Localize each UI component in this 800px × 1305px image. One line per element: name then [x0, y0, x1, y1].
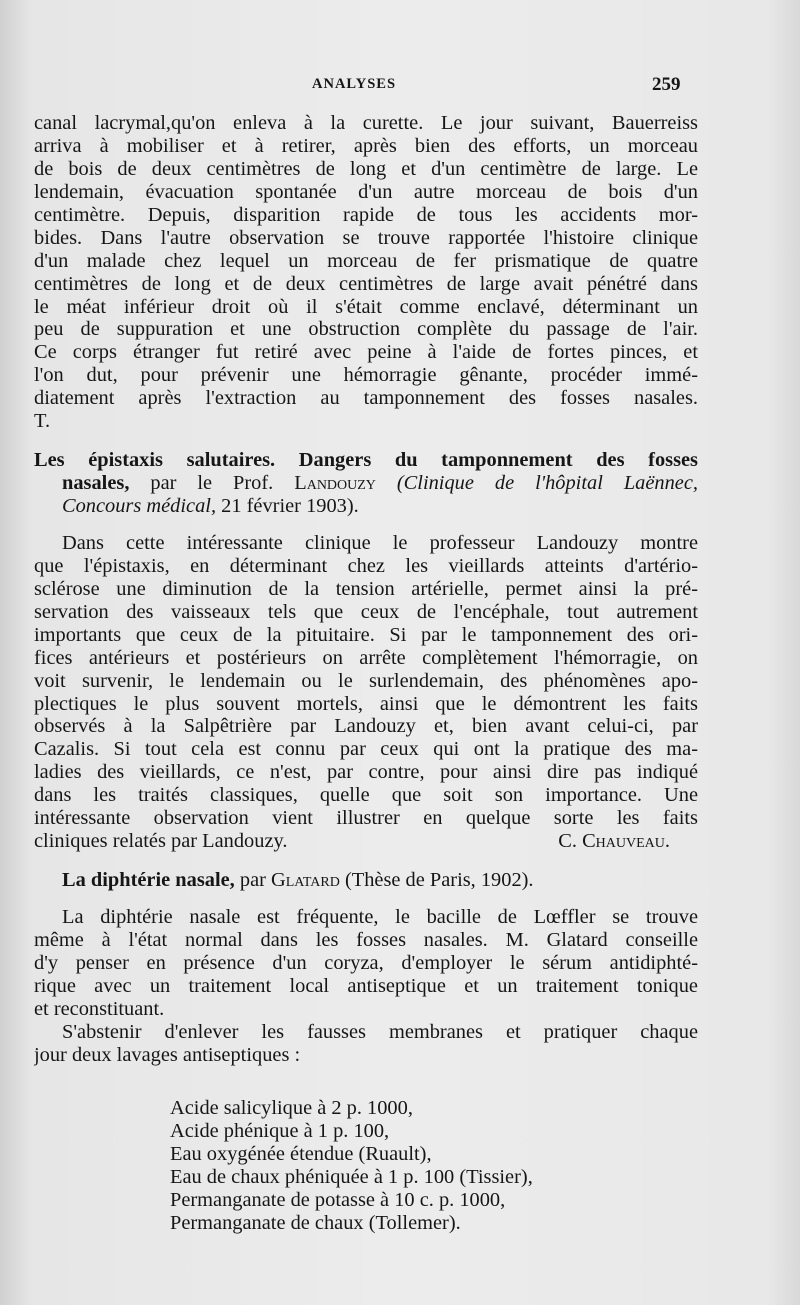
text-line: même à l'état normal dans les fosses nasales. M. Glatard conseille	[34, 928, 698, 951]
article-title: Les épistaxis salutaires. Dangers du tamponnement des fosses	[34, 449, 698, 472]
byline: par	[239, 869, 266, 892]
journal-name: Concours médical,	[62, 495, 217, 517]
source-title: (Clinique de l'hôpital Laënnec,	[396, 472, 698, 495]
text-line: bides. Dans l'autre observation se trouve rapportée l'histoire clinique	[34, 226, 698, 249]
page-number: 259	[652, 74, 681, 95]
text-line: servation des vaisseaux tels que ceux de l'encéphale, tout autrement	[34, 600, 698, 623]
text-line: Cazalis. Si tout cela est connu par ceux qui ont la pratique des ma-	[34, 738, 698, 761]
author-name: Glatard	[271, 869, 340, 892]
formula-item: Acide salicylique à 2 p. 1000,	[170, 1097, 413, 1119]
text-line: sclérose une diminution de la tension artérielle, permet ainsi la pré-	[34, 577, 698, 600]
author-name: Landouzy	[294, 472, 376, 495]
formula-item: Permanganate de chaux (Tollemer).	[170, 1212, 461, 1234]
text-line: diatement après l'extraction au tamponnement des fosses nasales.	[34, 387, 698, 410]
text-line: Ce corps étranger fut retiré avec peine à l'aide de fortes pinces, et	[34, 341, 698, 364]
running-title: ANALYSES	[312, 76, 397, 92]
text-line: S'abstenir d'enlever les fausses membranes et pratiquer chaque	[62, 1020, 698, 1043]
text-line: La diphtérie nasale est fréquente, le bacille de Lœffler se trouve	[62, 906, 698, 928]
source-line	[34, 495, 698, 518]
text-line: centimètre. Depuis, disparition rapide de tous les accidents mor-	[34, 203, 698, 226]
text-line: de bois de deux centimètres de long et d'un centimètre de large. Le	[34, 157, 698, 180]
article-2-heading	[34, 449, 698, 518]
text-line: le méat inférieur droit où il s'était comme enclavé, déterminant un	[34, 295, 698, 318]
running-head	[0, 76, 800, 98]
text-line: d'un malade chez lequel un morceau de fer prismatique de quatre	[34, 249, 698, 272]
article-title: La diphtérie nasale,	[62, 869, 235, 892]
text-line: canal lacrymal,qu'on enleva à la curette. Le jour suivant, Bauerreiss	[34, 112, 698, 134]
formula-item: Eau oxygénée étendue (Ruault),	[170, 1143, 432, 1165]
text-line: Dans cette intéressante clinique le professeur Landouzy montre	[62, 531, 698, 554]
article-title-continued	[34, 472, 698, 495]
signature-t: T.	[34, 410, 51, 433]
paragraph-1	[34, 112, 698, 433]
text-line: d'y penser en présence d'un coryza, d'employer le sérum antidiphté-	[34, 951, 698, 974]
text-line: ladies des vieillards, ce n'est, par contre, pour ainsi dire pas indiqué	[34, 761, 698, 784]
formula-item: Acide phénique à 1 p. 100,	[170, 1120, 390, 1142]
text-line: voit survenir, le lendemain ou le surlendemain, des phénomènes apo-	[34, 669, 698, 692]
text-line: intéressante observation vient illustrer en quelque sorte les faits	[34, 807, 698, 830]
text-line: peu de suppuration et une obstruction complète du passage de l'air.	[34, 318, 698, 341]
text-line: jour deux lavages antiseptiques :	[34, 1043, 301, 1066]
formula-item: Permanganate de potasse à 10 c. p. 1000,	[170, 1189, 506, 1211]
text-line: lendemain, évacuation spontanée d'un autre morceau de bois d'un	[34, 180, 698, 203]
text-line: importants que ceux de la pituitaire. Si par le tamponnement des ori-	[34, 623, 698, 646]
formula-item: Eau de chaux phéniquée à 1 p. 100 (Tissier),	[170, 1166, 533, 1188]
publication-date: 21 février 1903).	[221, 495, 359, 517]
text-line: et reconstituant.	[34, 997, 165, 1020]
article-2-body	[34, 532, 698, 853]
text-line: observés à la Salpêtrière par Landouzy et, bien avant celui-ci, par	[34, 715, 698, 738]
text-line: plectiques le plus souvent mortels, ainsi que le démontrent les faits	[34, 692, 698, 715]
signature-chauveau: C. Chauveau.	[558, 830, 670, 853]
text-line: centimètres de long et de deux centimètres de large avait pénétré dans	[34, 272, 698, 295]
byline: par le Prof.	[150, 472, 274, 495]
text-line: arriva à mobiliser et à retirer, après bien des efforts, un morceau	[34, 134, 698, 157]
formula-list	[170, 1097, 533, 1235]
text-line: dans les traités classiques, quelle que soit son importance. Une	[34, 784, 698, 807]
article-3-body	[34, 906, 698, 1067]
body-text	[34, 112, 698, 1067]
source: (Thèse de Paris, 1902).	[344, 869, 534, 892]
text-line: rique avec un traitement local antiseptique et un traitement tonique	[34, 974, 698, 997]
text-line: fices antérieurs et postérieurs on arrête complètement l'hémorragie, on	[34, 646, 698, 669]
article-3-heading	[34, 869, 698, 892]
text-line-end: cliniques relatés par Landouzy.	[34, 830, 288, 853]
article-title-end: nasales,	[62, 472, 130, 495]
last-line	[34, 830, 698, 853]
text-line: que l'épistaxis, en déterminant chez les vieillards atteints d'artério-	[34, 554, 698, 577]
text-line: l'on dut, pour prévenir une hémorragie gênante, procéder immé-	[34, 364, 698, 387]
